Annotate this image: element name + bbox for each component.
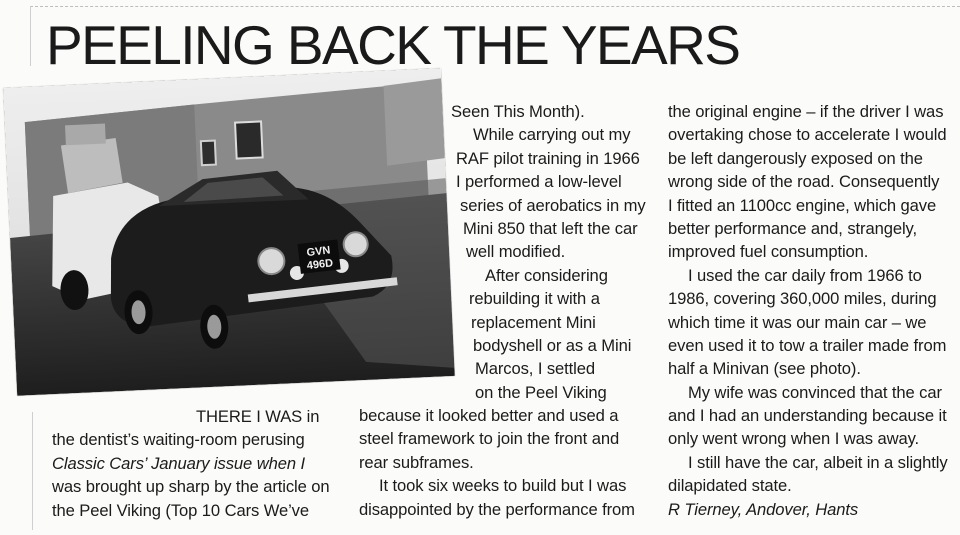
text-line: While carrying out my bbox=[473, 125, 631, 145]
text-line: even used it to tow a trailer made from bbox=[668, 335, 947, 355]
text-line: which time it was our main car – we bbox=[668, 312, 927, 332]
text-line: RAF pilot training in 1966 bbox=[456, 148, 640, 168]
text-line: I still have the car, albeit in a slightly bbox=[688, 452, 948, 472]
text-line: Seen This Month). bbox=[451, 102, 585, 121]
text-line: and I had an understanding because it bbox=[668, 406, 947, 426]
text-line: series of aerobatics in my bbox=[460, 195, 646, 215]
text-line: because it looked better and used a bbox=[359, 406, 619, 426]
text-line: dilapidated state. bbox=[668, 476, 792, 496]
number-plate-line-1: GVN bbox=[305, 244, 332, 260]
text-line: steel framework to join the front and bbox=[359, 429, 620, 449]
text-line: be left dangerously exposed on the bbox=[668, 148, 923, 168]
text-line: 1986, covering 360,000 miles, during bbox=[668, 289, 937, 309]
text-line: THERE I WAS in bbox=[196, 407, 320, 426]
text-line: disappointed by the performance from bbox=[359, 499, 635, 519]
text-line: Mini 850 that left the car bbox=[463, 218, 638, 238]
text-line: overtaking chose to accelerate I would bbox=[668, 125, 947, 145]
text-line: half a Minivan (see photo). bbox=[668, 359, 861, 379]
number-plate-line-2: 496D bbox=[306, 257, 334, 273]
text-line: replacement Mini bbox=[471, 312, 596, 332]
text-line: improved fuel consumption. bbox=[668, 242, 869, 262]
author-signature: R Tierney, Andover, Hants bbox=[668, 499, 859, 519]
text-line: After considering bbox=[485, 265, 608, 285]
page-border-left bbox=[30, 6, 31, 66]
text-line: better performance and, strangely, bbox=[668, 218, 918, 238]
page-border-left-lower bbox=[32, 412, 33, 530]
text-line: rear subframes. bbox=[359, 452, 474, 472]
text-line: well modified. bbox=[466, 242, 566, 262]
column-1 bbox=[52, 405, 330, 522]
text-line: the original engine – if the driver I was bbox=[668, 102, 944, 121]
text-line-italic-intro bbox=[52, 452, 330, 475]
text-line: I fitted an 1100cc engine, which gave bbox=[668, 195, 937, 215]
text-line: I used the car daily from 1966 to bbox=[688, 265, 922, 285]
text-line: on the Peel Viking bbox=[475, 382, 607, 402]
publication-title: Classic Cars’ January issue when I bbox=[52, 453, 305, 473]
text-line: Marcos, I settled bbox=[475, 359, 596, 379]
text-line: the Peel Viking (Top 10 Cars We’ve bbox=[52, 500, 310, 520]
headline: PEELING BACK THE YEARS bbox=[46, 14, 740, 76]
text-line: only went wrong when I was away. bbox=[668, 429, 920, 449]
text-line: bodyshell or as a Mini bbox=[473, 335, 632, 355]
text-line: rebuilding it with a bbox=[469, 289, 600, 309]
text-line: the dentist’s waiting-room perusing bbox=[52, 430, 305, 450]
page-border-top bbox=[30, 6, 960, 7]
column-3 bbox=[668, 100, 948, 521]
text-line: wrong side of the road. Consequently bbox=[668, 172, 940, 192]
column-2 bbox=[359, 100, 646, 521]
text-line: was brought up sharp by the article on bbox=[52, 477, 330, 497]
text-line: I performed a low-level bbox=[456, 172, 622, 192]
text-line: My wife was convinced that the car bbox=[688, 382, 942, 402]
text-line: It took six weeks to build but I was bbox=[379, 476, 627, 496]
